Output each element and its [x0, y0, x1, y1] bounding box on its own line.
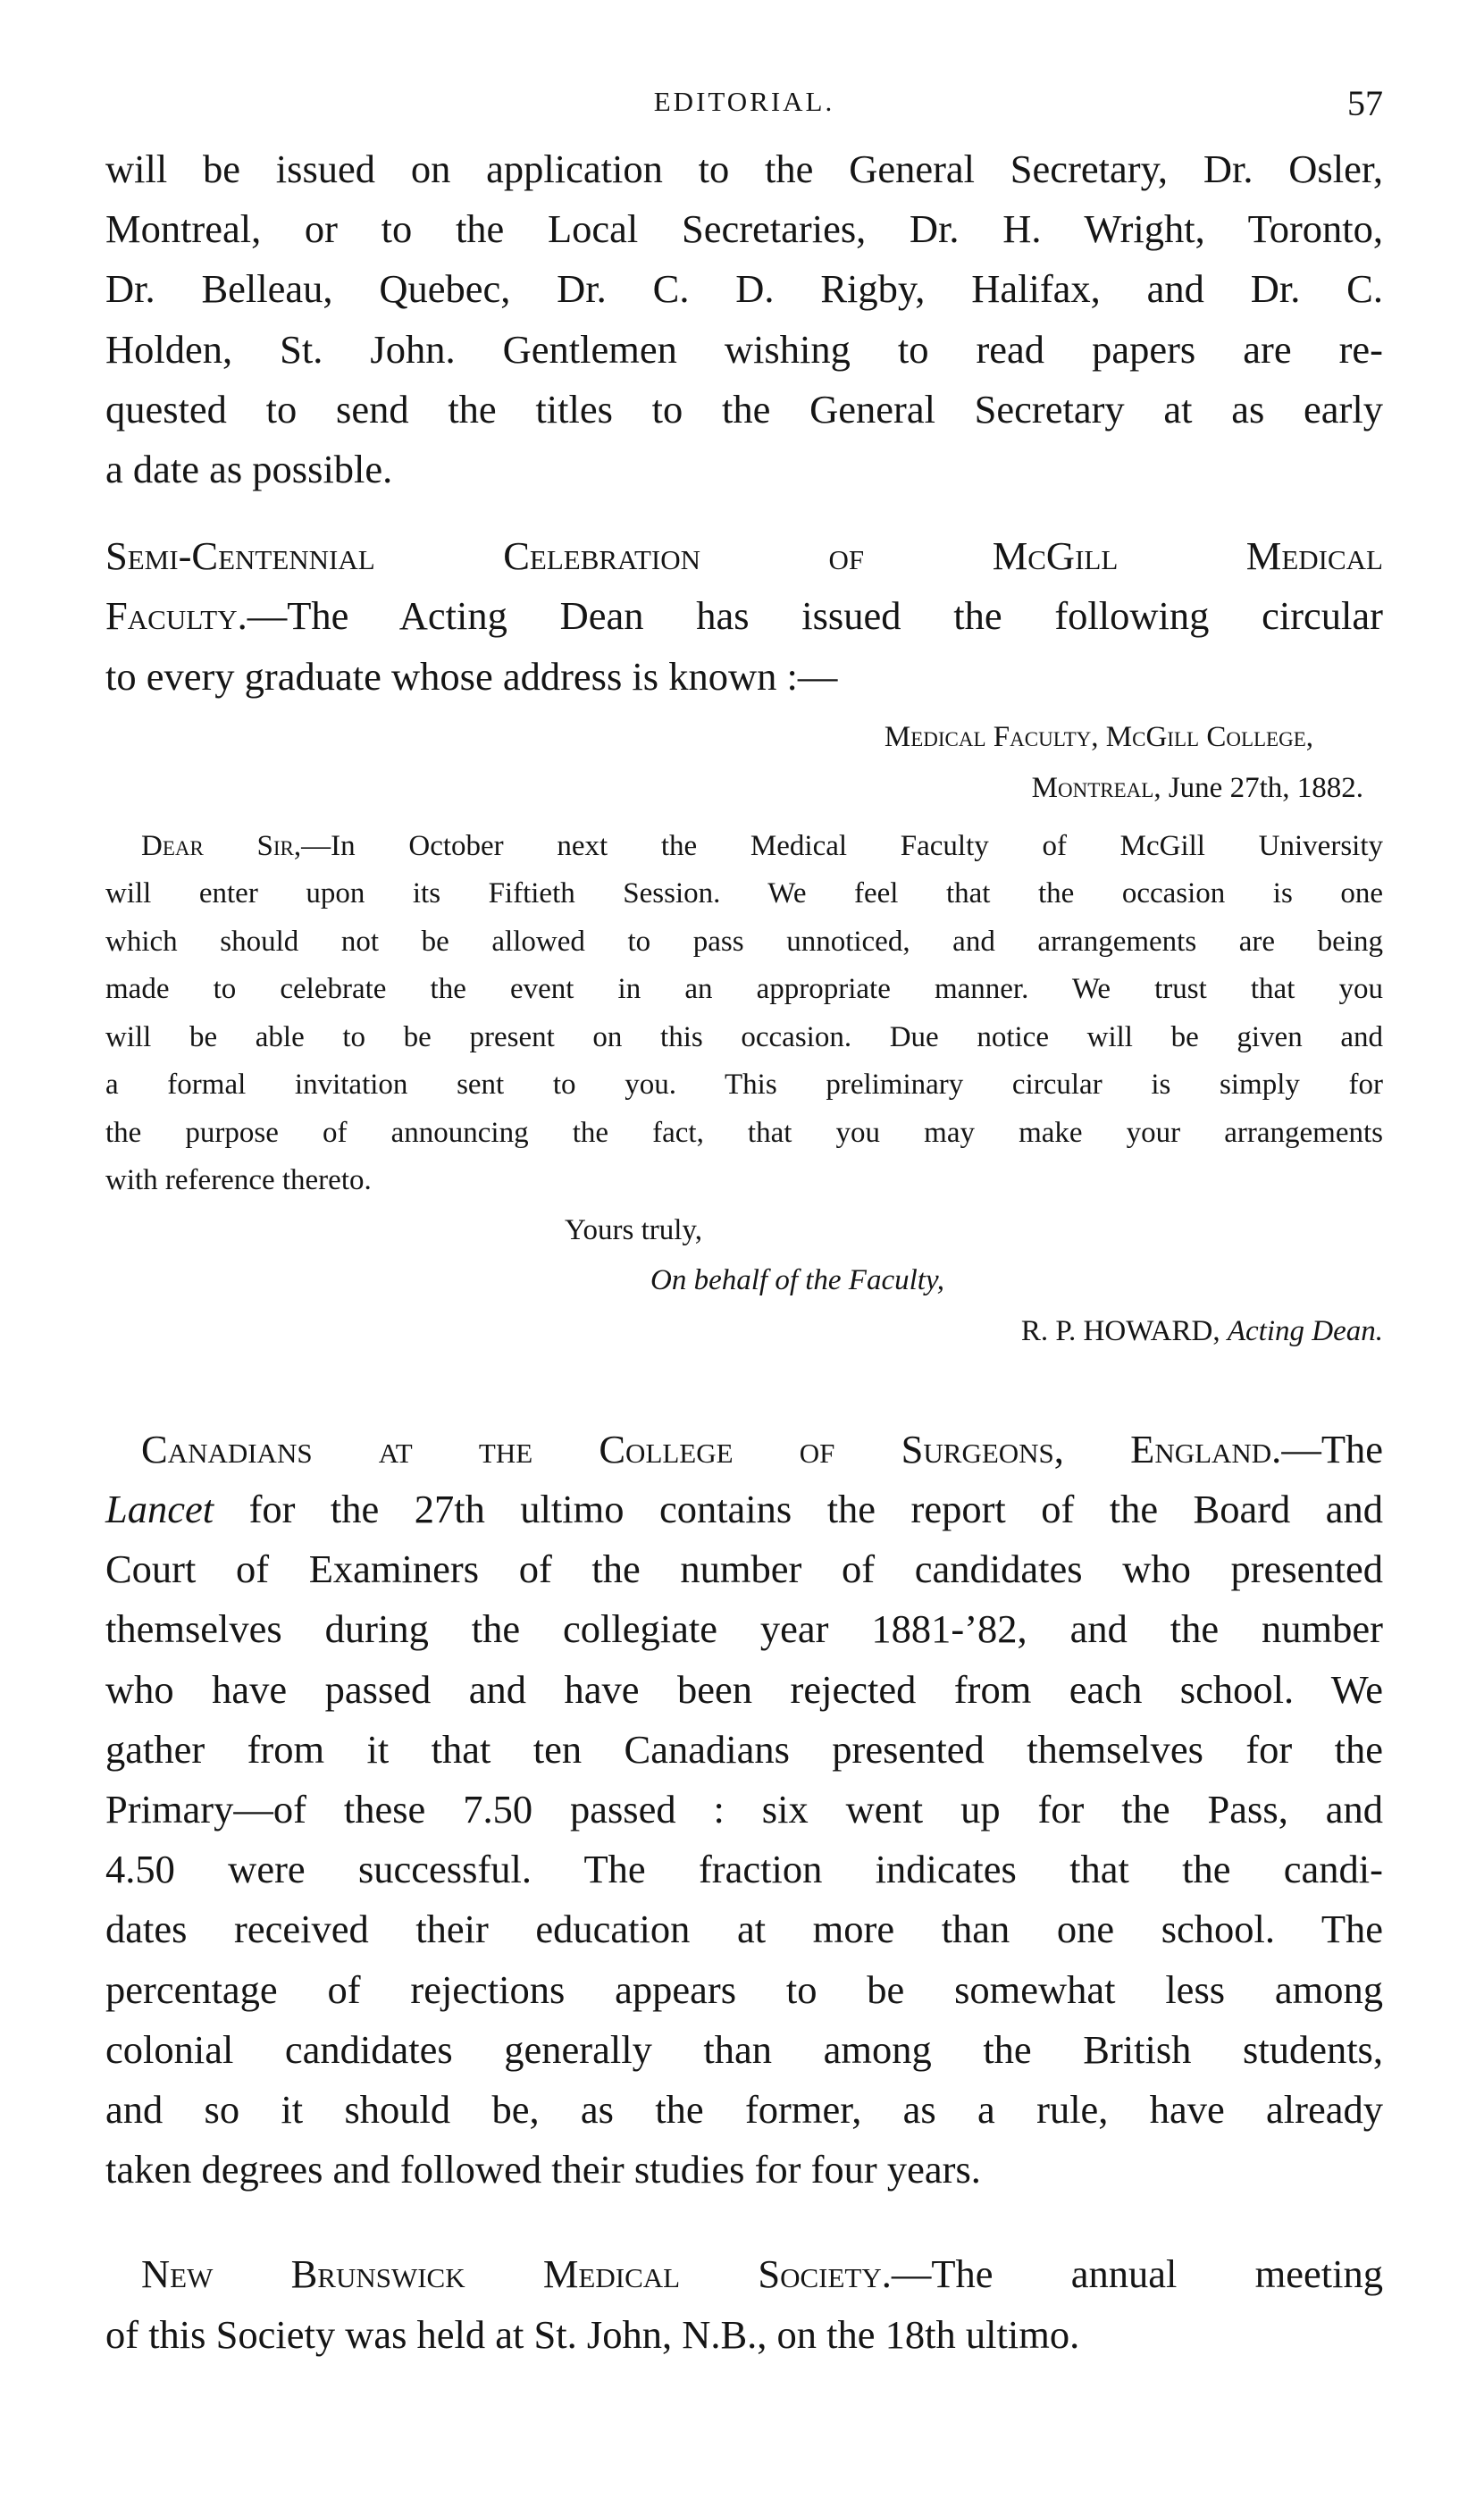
- paragraph-new-brunswick: [105, 2244, 1383, 2364]
- closing: Yours truly,: [565, 1213, 703, 1246]
- text-line: [105, 1480, 1383, 1539]
- text-line: [105, 2244, 1383, 2304]
- text-line: Primary—of these 7.50 passed : six went up for the Pass, and: [105, 1787, 1383, 1832]
- signature-title: Acting Dean.: [1227, 1314, 1383, 1347]
- section-heading: Canadians at the College of Surgeons, England.: [141, 1426, 1282, 1471]
- text-line: quested to send the titles to the General Secretary at as early: [105, 386, 1383, 432]
- letter-line: will be able to be present on this occasion. Due notice will be given and: [105, 1020, 1383, 1053]
- salutation: Dear Sir,: [141, 829, 302, 862]
- section-heading-cont: Faculty.: [105, 593, 247, 639]
- text-span: for the 27th ultimo contains the report of the Board and: [214, 1487, 1383, 1532]
- letter-line: will enter upon its Fiftieth Session. We feel that the occasion is one: [105, 877, 1383, 910]
- text-line: of this Society was held at St. John, N.B., on the 18th ultimo.: [105, 2311, 1080, 2357]
- page-number: 57: [1347, 83, 1383, 123]
- text-line: percentage of rejections appears to be somewhat less among: [105, 1966, 1383, 2012]
- journal-title: Lancet: [105, 1487, 214, 1532]
- text-line: a date as possible.: [105, 447, 393, 492]
- letter-line: made to celebrate the event in an appropriate manner. We trust that you: [105, 973, 1383, 1006]
- text-line: dates received their education at more than one school. The: [105, 1907, 1383, 1952]
- letter-line: which should not be allowed to pass unnoticed, and arrangements are being: [105, 925, 1383, 958]
- letter-line: the purpose of announcing the fact, that you may make your arrangements: [105, 1116, 1383, 1149]
- signature: [105, 1305, 1383, 1357]
- text-line: themselves during the collegiate year 1881-’82, and the number: [105, 1606, 1383, 1652]
- circular-address: Medical Faculty, McGill College,: [884, 720, 1313, 753]
- text-span: —The Acting Dean has issued the following circular: [247, 593, 1383, 639]
- running-title: EDITORIAL.: [653, 86, 835, 117]
- section-heading: Semi-Centennial Celebration of McGill Medical: [105, 533, 1383, 579]
- circular-place-date: [105, 763, 1383, 814]
- text-span: —In October next the Medical Faculty of McGill University: [301, 829, 1384, 862]
- text-line: Holden, St. John. Gentlemen wishing to read papers are re-: [105, 326, 1383, 372]
- letter-line: [105, 823, 1383, 871]
- text-line: [105, 1420, 1383, 1480]
- paragraph-canadians-surgeons: [105, 1420, 1383, 2200]
- paragraph-semi-centennial: [105, 526, 1383, 707]
- signature-name: R. P. HOWARD,: [1020, 1314, 1220, 1347]
- on-behalf: On behalf of the Faculty,: [650, 1263, 945, 1296]
- section-heading: New Brunswick Medical Society.: [141, 2251, 892, 2297]
- page: [105, 83, 1384, 2365]
- running-head: [105, 83, 1383, 136]
- text-line: taken degrees and followed their studies for four years.: [105, 2147, 981, 2192]
- letter-line: with reference thereto.: [105, 1164, 372, 1197]
- text-line: will be issued on application to the General Secretary, Dr. Osler,: [105, 147, 1383, 191]
- text-line: Court of Examiners of the number of candidates who presented: [105, 1547, 1383, 1592]
- text-line: Dr. Belleau, Quebec, Dr. C. D. Rigby, Halifax, and Dr. C.: [105, 266, 1383, 312]
- circular-place: Montreal,: [1031, 771, 1161, 804]
- text-line: and so it should be, as the former, as a rule, have already: [105, 2087, 1383, 2133]
- text-line: colonial candidates generally than among the British students,: [105, 2026, 1383, 2072]
- circular-letter: [105, 712, 1383, 1357]
- text-line: gather from it that ten Canadians presented themselves for the: [105, 1726, 1383, 1772]
- text-line: 4.50 were successful. The fraction indicates that the candi-: [105, 1847, 1383, 1892]
- circular-date: June 27th, 1882.: [1161, 771, 1363, 804]
- text-line: to every graduate whose address is known :—: [105, 653, 838, 699]
- text-line: who have passed and have been rejected from each school. We: [105, 1666, 1383, 1712]
- text-line: [105, 586, 1383, 646]
- text-span: —The: [1281, 1426, 1383, 1471]
- text-span: —The annual meeting: [891, 2251, 1383, 2297]
- letter-line: a formal invitation sent to you. This preliminary circular is simply for: [105, 1069, 1383, 1102]
- paragraph-meeting-notice: [105, 139, 1383, 499]
- text-line: Montreal, or to the Local Secretaries, Dr. H. Wright, Toronto,: [105, 206, 1383, 252]
